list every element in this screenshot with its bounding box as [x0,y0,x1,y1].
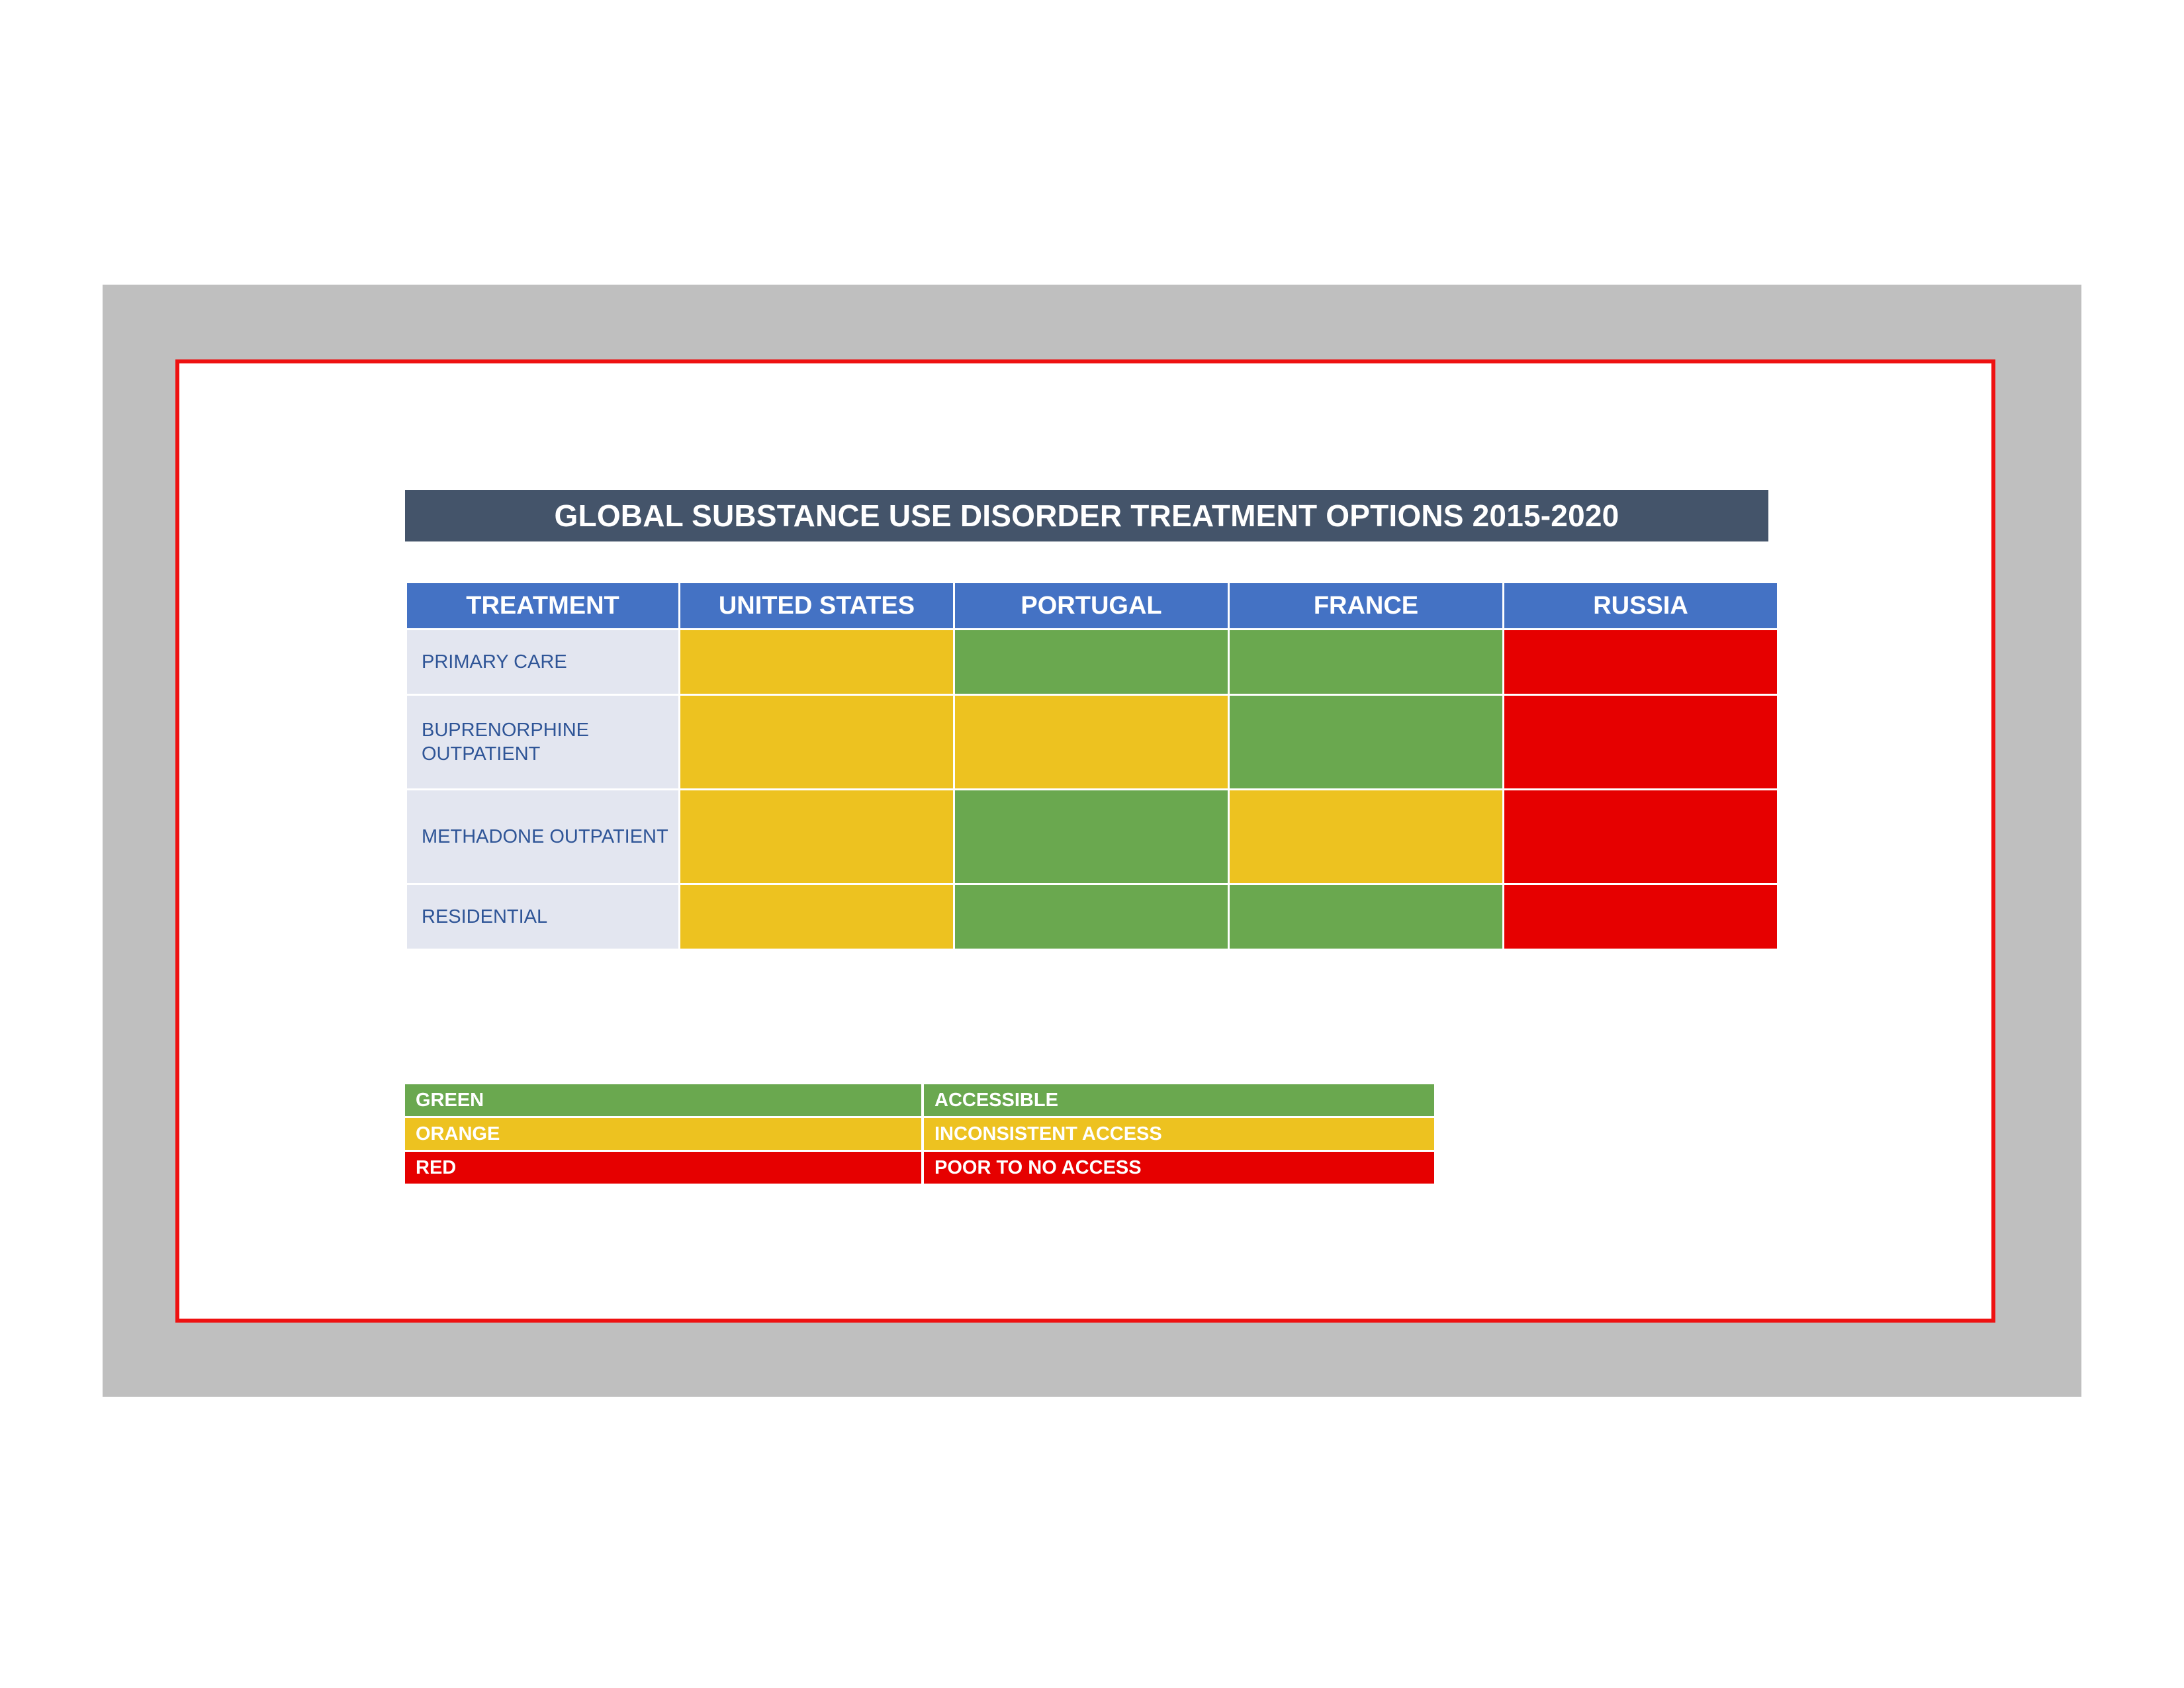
legend-description-green: ACCESSIBLE [921,1084,1434,1116]
row-label-primary-care: PRIMARY CARE [407,630,678,694]
cell-buprenorphine-outpatient-russia [1504,696,1777,788]
cell-residential-portugal [955,885,1228,949]
table-header-row [407,583,1777,628]
legend-color-label-green: GREEN [405,1084,921,1116]
cell-methadone-outpatient-france [1230,790,1502,883]
column-header-france: FRANCE [1230,583,1502,628]
legend-row-orange [405,1118,1434,1150]
table-row [407,885,1777,949]
row-label-residential: RESIDENTIAL [407,885,678,949]
table-row [407,790,1777,883]
table-row [407,696,1777,788]
row-label-methadone-outpatient: METHADONE OUTPATIENT [407,790,678,883]
cell-buprenorphine-outpatient-portugal [955,696,1228,788]
cell-methadone-outpatient-russia [1504,790,1777,883]
legend-row-green [405,1084,1434,1116]
cell-residential-france [1230,885,1502,949]
cell-methadone-outpatient-portugal [955,790,1228,883]
cell-primary-care-france [1230,630,1502,694]
legend-description-red: POOR TO NO ACCESS [921,1152,1434,1184]
column-header-russia: RUSSIA [1504,583,1777,628]
cell-primary-care-russia [1504,630,1777,694]
cell-primary-care-united-states [680,630,953,694]
cell-buprenorphine-outpatient-france [1230,696,1502,788]
treatment-matrix-table [405,581,1779,951]
cell-primary-care-portugal [955,630,1228,694]
color-legend [405,1082,1434,1186]
legend-color-label-red: RED [405,1152,921,1184]
cell-buprenorphine-outpatient-united-states [680,696,953,788]
column-header-portugal: PORTUGAL [955,583,1228,628]
cell-residential-russia [1504,885,1777,949]
table-row [407,630,1777,694]
column-header-treatment: TREATMENT [407,583,678,628]
legend-description-orange: INCONSISTENT ACCESS [921,1118,1434,1150]
chart-title: GLOBAL SUBSTANCE USE DISORDER TREATMENT OPTIONS 2015-2020 [405,490,1768,541]
column-header-united-states: UNITED STATES [680,583,953,628]
legend-row-red [405,1152,1434,1184]
cell-methadone-outpatient-united-states [680,790,953,883]
legend-color-label-orange: ORANGE [405,1118,921,1150]
row-label-buprenorphine-outpatient: BUPRENORPHINE OUTPATIENT [407,696,678,788]
cell-residential-united-states [680,885,953,949]
